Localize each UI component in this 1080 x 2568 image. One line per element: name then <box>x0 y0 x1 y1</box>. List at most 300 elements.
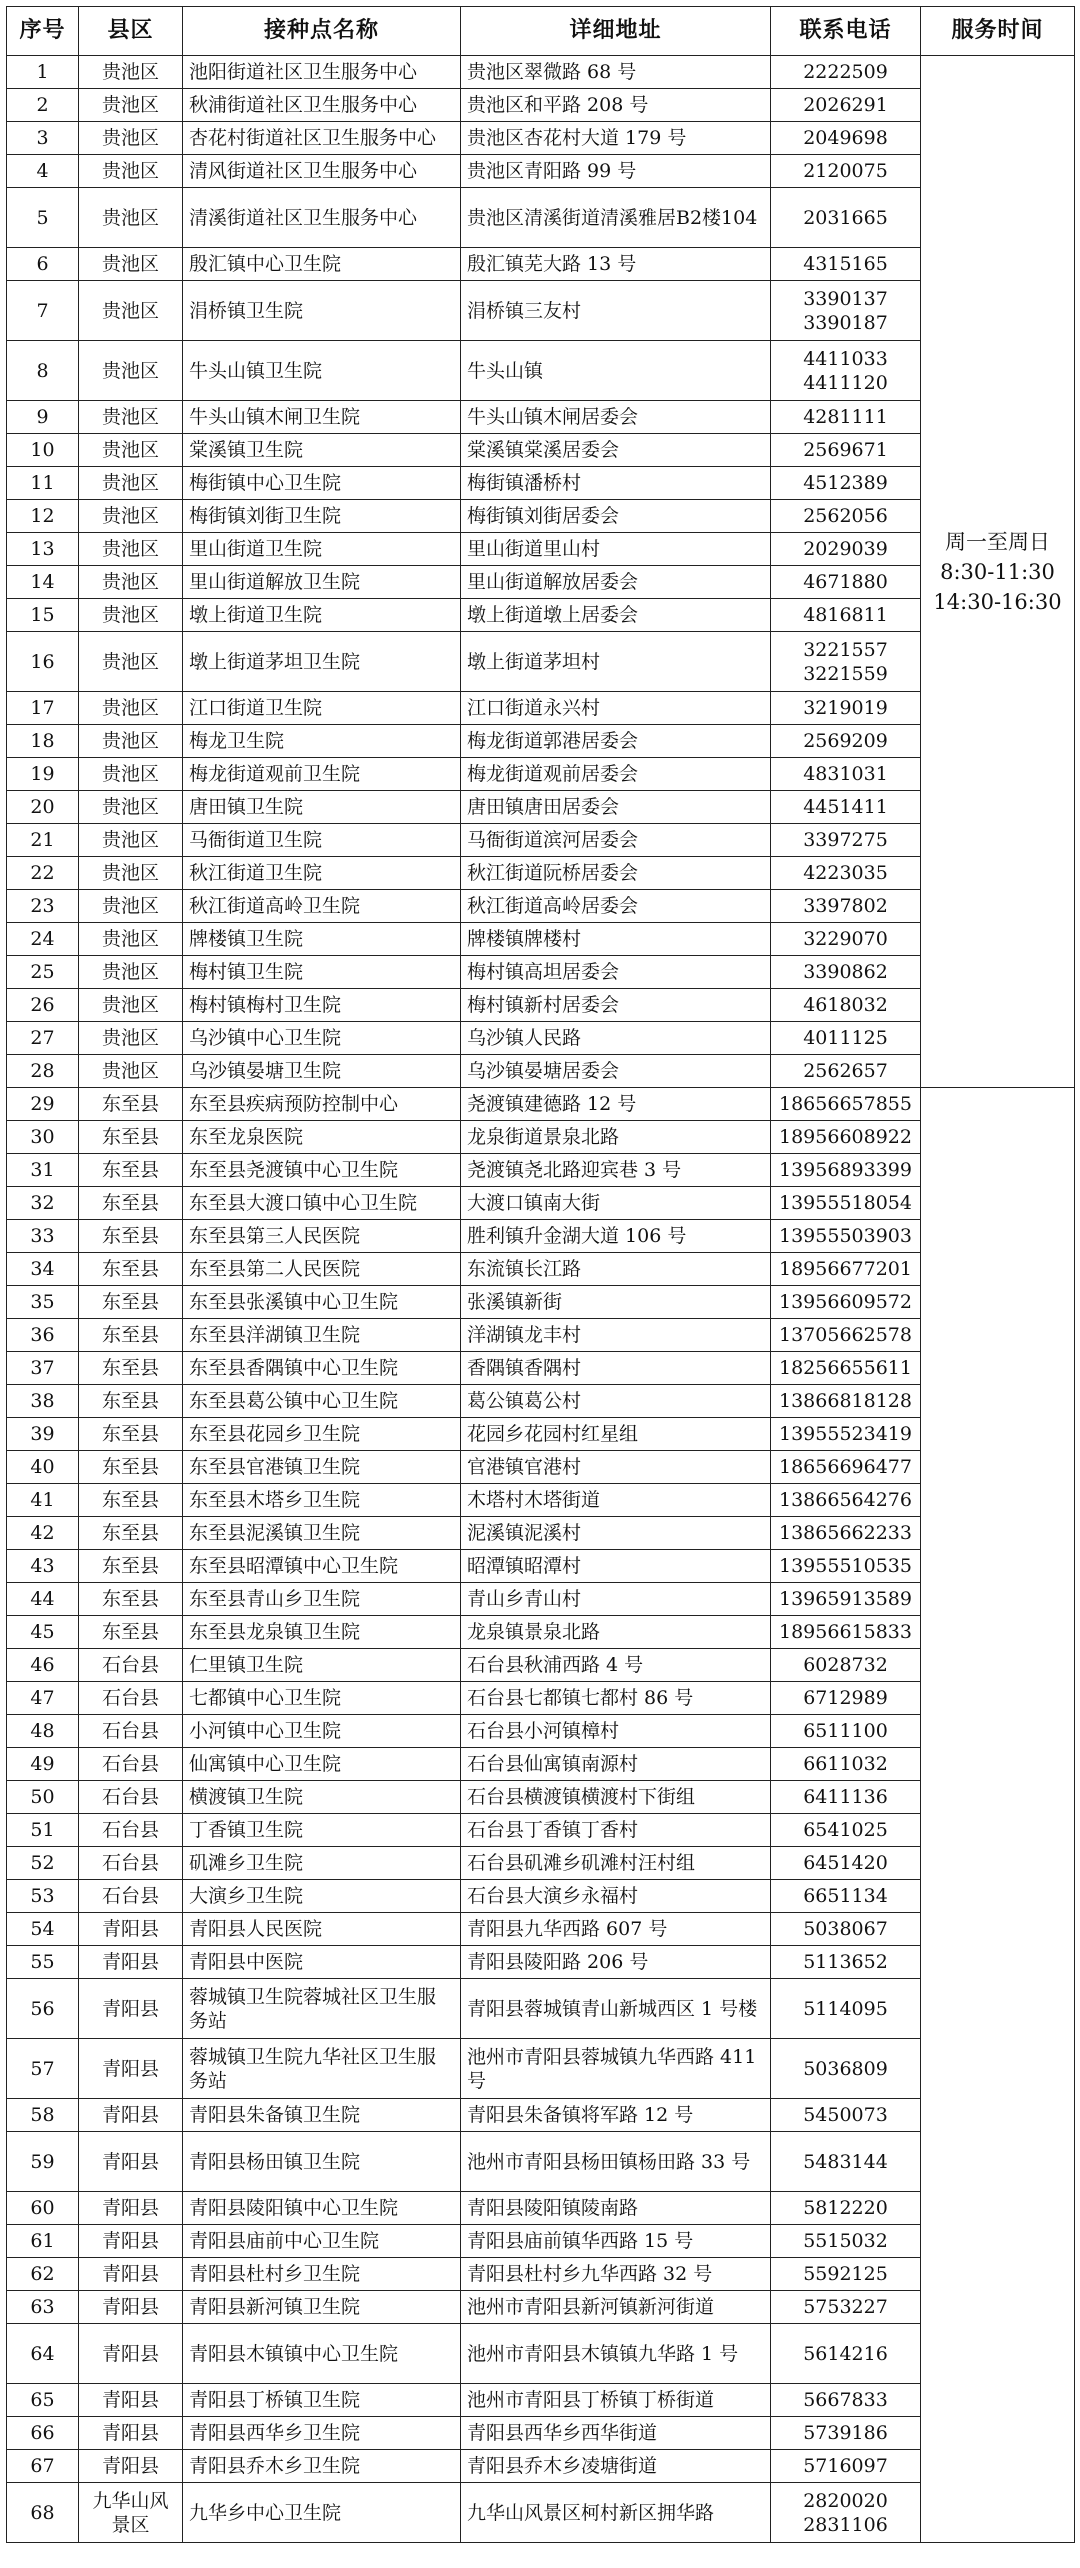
row-address: 马衙街道滨河居委会 <box>461 824 771 857</box>
phone-number: 4451411 <box>803 796 888 818</box>
row-county: 东至县 <box>79 1616 183 1649</box>
row-county: 贵池区 <box>79 599 183 632</box>
table-row <box>7 1055 1075 1088</box>
table-row <box>7 2483 1075 2543</box>
row-site-name: 东至县官港镇卫生院 <box>183 1451 461 1484</box>
row-phone <box>771 1979 921 2039</box>
row-site-name: 东至县张溪镇中心卫生院 <box>183 1286 461 1319</box>
row-number: 57 <box>7 2039 79 2099</box>
phone-number: 5614216 <box>803 2342 888 2365</box>
row-number: 2 <box>7 89 79 122</box>
phone-number: 2031665 <box>803 206 888 229</box>
row-site-name: 梅村镇梅村卫生院 <box>183 989 461 1022</box>
row-phone <box>771 1286 921 1319</box>
row-site-name: 梅村镇卫生院 <box>183 956 461 989</box>
row-phone <box>771 725 921 758</box>
row-site-name: 秋江街道高岭卫生院 <box>183 890 461 923</box>
row-address: 牛头山镇 <box>461 341 771 401</box>
row-address: 梅村镇新村居委会 <box>461 989 771 1022</box>
table-row <box>7 1781 1075 1814</box>
row-number: 52 <box>7 1847 79 1880</box>
row-number: 30 <box>7 1121 79 1154</box>
row-site-name: 东至县青山乡卫生院 <box>183 1583 461 1616</box>
table-row <box>7 632 1075 692</box>
table-row <box>7 1319 1075 1352</box>
row-address: 香隅镇香隅村 <box>461 1352 771 1385</box>
row-number: 47 <box>7 1682 79 1715</box>
phone-number: 3390187 <box>803 311 888 334</box>
row-county: 青阳县 <box>79 2417 183 2450</box>
row-number: 7 <box>7 281 79 341</box>
service-time-line: 周一至周日 <box>945 529 1050 554</box>
phone-number: 4011125 <box>803 1027 888 1049</box>
row-site-name: 江口街道卫生院 <box>183 692 461 725</box>
header-phone: 联系电话 <box>771 7 921 56</box>
row-address: 石台县小河镇樟村 <box>461 1715 771 1748</box>
row-address: 石台县仙寓镇南源村 <box>461 1748 771 1781</box>
row-address: 贵池区和平路 208 号 <box>461 89 771 122</box>
row-county: 青阳县 <box>79 2099 183 2132</box>
phone-number: 5592125 <box>803 2263 888 2285</box>
row-address: 昭潭镇昭潭村 <box>461 1550 771 1583</box>
row-address: 乌沙镇人民路 <box>461 1022 771 1055</box>
row-county: 东至县 <box>79 1319 183 1352</box>
row-county: 东至县 <box>79 1286 183 1319</box>
row-number: 5 <box>7 188 79 248</box>
phone-number: 18956677201 <box>779 1258 912 1280</box>
row-site-name: 青阳县乔木乡卫生院 <box>183 2450 461 2483</box>
table-row <box>7 1616 1075 1649</box>
row-phone <box>771 89 921 122</box>
row-county: 东至县 <box>79 1484 183 1517</box>
phone-number: 5483144 <box>803 2150 888 2173</box>
row-address: 池州市青阳县丁桥镇丁桥街道 <box>461 2384 771 2417</box>
row-site-name: 青阳县人民医院 <box>183 1913 461 1946</box>
row-phone <box>771 857 921 890</box>
row-number: 56 <box>7 1979 79 2039</box>
row-county: 青阳县 <box>79 1913 183 1946</box>
phone-number: 18256655611 <box>779 1357 912 1379</box>
phone-number: 6511100 <box>803 1720 888 1742</box>
row-county: 青阳县 <box>79 2132 183 2192</box>
row-county: 贵池区 <box>79 566 183 599</box>
row-county: 贵池区 <box>79 890 183 923</box>
row-county: 贵池区 <box>79 401 183 434</box>
phone-number: 3390862 <box>803 961 888 983</box>
table-body <box>7 56 1075 2543</box>
row-site-name: 东至县昭潭镇中心卫生院 <box>183 1550 461 1583</box>
row-phone <box>771 1253 921 1286</box>
row-address: 花园乡花园村红星组 <box>461 1418 771 1451</box>
row-number: 9 <box>7 401 79 434</box>
table-row <box>7 1715 1075 1748</box>
row-county: 东至县 <box>79 1253 183 1286</box>
row-number: 68 <box>7 2483 79 2543</box>
row-number: 44 <box>7 1583 79 1616</box>
phone-number: 5113652 <box>803 1951 888 1973</box>
row-county: 石台县 <box>79 1847 183 1880</box>
row-address: 青阳县陵阳镇陵南路 <box>461 2192 771 2225</box>
row-county: 贵池区 <box>79 467 183 500</box>
phone-number: 3229070 <box>803 928 888 950</box>
row-address: 青阳县朱备镇将军路 12 号 <box>461 2099 771 2132</box>
table-row <box>7 1286 1075 1319</box>
row-number: 46 <box>7 1649 79 1682</box>
row-address: 九华山风景区柯村新区拥华路 <box>461 2483 771 2543</box>
service-time-cell <box>921 56 1075 1088</box>
row-address: 官港镇官港村 <box>461 1451 771 1484</box>
table-row <box>7 791 1075 824</box>
row-phone <box>771 1946 921 1979</box>
phone-number: 3221559 <box>803 662 888 685</box>
row-number: 36 <box>7 1319 79 1352</box>
table-row <box>7 2132 1075 2192</box>
row-number: 25 <box>7 956 79 989</box>
phone-number: 3219019 <box>803 697 888 719</box>
table-row <box>7 1418 1075 1451</box>
row-number: 31 <box>7 1154 79 1187</box>
row-number: 38 <box>7 1385 79 1418</box>
row-site-name: 梅龙卫生院 <box>183 725 461 758</box>
row-address: 棠溪镇棠溪居委会 <box>461 434 771 467</box>
row-site-name: 青阳县中医院 <box>183 1946 461 1979</box>
row-address: 青阳县杜村乡九华西路 32 号 <box>461 2258 771 2291</box>
phone-number: 13955503903 <box>779 1225 912 1247</box>
row-county: 贵池区 <box>79 122 183 155</box>
row-number: 58 <box>7 2099 79 2132</box>
row-county: 东至县 <box>79 1220 183 1253</box>
row-site-name: 青阳县木镇镇中心卫生院 <box>183 2324 461 2384</box>
phone-number: 4671880 <box>803 571 888 593</box>
row-site-name: 马衙街道卫生院 <box>183 824 461 857</box>
row-site-name: 牌楼镇卫生院 <box>183 923 461 956</box>
row-phone <box>771 1748 921 1781</box>
table-row <box>7 155 1075 188</box>
phone-number: 13965913589 <box>779 1588 912 1610</box>
table-row <box>7 1550 1075 1583</box>
row-site-name: 东至县大渡口镇中心卫生院 <box>183 1187 461 1220</box>
table-row <box>7 2099 1075 2132</box>
row-address: 墩上街道茅坦村 <box>461 632 771 692</box>
table-row <box>7 989 1075 1022</box>
row-site-name: 蓉城镇卫生院蓉城社区卫生服务站 <box>183 1979 461 2039</box>
row-phone <box>771 2291 921 2324</box>
row-number: 26 <box>7 989 79 1022</box>
row-number: 53 <box>7 1880 79 1913</box>
table-row <box>7 758 1075 791</box>
row-number: 28 <box>7 1055 79 1088</box>
row-phone <box>771 1418 921 1451</box>
phone-number: 3390137 <box>803 287 888 310</box>
row-phone <box>771 2417 921 2450</box>
row-county: 石台县 <box>79 1781 183 1814</box>
row-phone <box>771 2132 921 2192</box>
row-phone <box>771 500 921 533</box>
row-county: 东至县 <box>79 1187 183 1220</box>
row-address: 贵池区清溪街道清溪雅居B2楼104 <box>461 188 771 248</box>
table-row <box>7 1814 1075 1847</box>
row-address: 东流镇长江路 <box>461 1253 771 1286</box>
phone-number: 13956609572 <box>779 1291 912 1313</box>
phone-number: 13865662233 <box>779 1522 912 1544</box>
row-address: 石台县矶滩乡矶滩村汪村组 <box>461 1847 771 1880</box>
row-phone <box>771 956 921 989</box>
row-site-name: 秋浦街道社区卫生服务中心 <box>183 89 461 122</box>
phone-number: 4223035 <box>803 862 888 884</box>
row-address: 江口街道永兴村 <box>461 692 771 725</box>
row-phone <box>771 122 921 155</box>
row-phone <box>771 1154 921 1187</box>
service-time-line: 14:30-16:30 <box>933 589 1062 614</box>
row-address: 梅街镇潘桥村 <box>461 467 771 500</box>
phone-number: 4816811 <box>803 604 888 626</box>
row-site-name: 秋江街道卫生院 <box>183 857 461 890</box>
row-number: 15 <box>7 599 79 632</box>
row-number: 48 <box>7 1715 79 1748</box>
phone-number: 3397802 <box>803 895 888 917</box>
row-phone <box>771 434 921 467</box>
table-row <box>7 1253 1075 1286</box>
row-phone <box>771 1385 921 1418</box>
phone-number: 13866564276 <box>779 1489 912 1511</box>
table-row <box>7 1913 1075 1946</box>
phone-number: 5114095 <box>803 1997 888 2020</box>
table-row <box>7 1583 1075 1616</box>
phone-number: 2820020 <box>803 2489 888 2512</box>
row-number: 4 <box>7 155 79 188</box>
row-address: 石台县七都镇七都村 86 号 <box>461 1682 771 1715</box>
phone-number: 5038067 <box>803 1918 888 1940</box>
table-row <box>7 2384 1075 2417</box>
row-address: 牛头山镇木闸居委会 <box>461 401 771 434</box>
table-row <box>7 692 1075 725</box>
phone-number: 13866818128 <box>779 1390 912 1412</box>
row-county: 贵池区 <box>79 500 183 533</box>
table-row <box>7 566 1075 599</box>
row-county: 青阳县 <box>79 1979 183 2039</box>
row-address: 里山街道里山村 <box>461 533 771 566</box>
row-number: 14 <box>7 566 79 599</box>
row-county: 石台县 <box>79 1748 183 1781</box>
row-phone <box>771 1781 921 1814</box>
row-address: 洋湖镇龙丰村 <box>461 1319 771 1352</box>
phone-number: 13705662578 <box>779 1324 912 1346</box>
row-address: 贵池区杏花村大道 179 号 <box>461 122 771 155</box>
table-row <box>7 401 1075 434</box>
phone-number: 4831031 <box>803 763 888 785</box>
row-site-name: 池阳街道社区卫生服务中心 <box>183 56 461 89</box>
phone-number: 4315165 <box>803 253 888 275</box>
row-site-name: 东至县葛公镇中心卫生院 <box>183 1385 461 1418</box>
phone-number: 2120075 <box>803 160 888 182</box>
phone-number: 13955510535 <box>779 1555 912 1577</box>
table-row <box>7 1946 1075 1979</box>
row-address: 涓桥镇三友村 <box>461 281 771 341</box>
row-site-name: 唐田镇卫生院 <box>183 791 461 824</box>
row-phone <box>771 791 921 824</box>
row-site-name: 东至龙泉医院 <box>183 1121 461 1154</box>
row-county: 贵池区 <box>79 989 183 1022</box>
table-row <box>7 1649 1075 1682</box>
row-number: 60 <box>7 2192 79 2225</box>
row-county: 东至县 <box>79 1550 183 1583</box>
table-row <box>7 188 1075 248</box>
table-row <box>7 1484 1075 1517</box>
row-address: 池州市青阳县新河镇新河街道 <box>461 2291 771 2324</box>
phone-number: 5753227 <box>803 2296 888 2318</box>
phone-number: 13955523419 <box>779 1423 912 1445</box>
row-phone <box>771 188 921 248</box>
phone-number: 18656657855 <box>779 1093 912 1115</box>
phone-number: 2049698 <box>803 127 888 149</box>
row-phone <box>771 281 921 341</box>
phone-number: 18956615833 <box>779 1621 912 1643</box>
row-number: 13 <box>7 533 79 566</box>
row-site-name: 东至县尧渡镇中心卫生院 <box>183 1154 461 1187</box>
row-phone <box>771 1715 921 1748</box>
row-phone <box>771 2099 921 2132</box>
row-address: 牌楼镇牌楼村 <box>461 923 771 956</box>
phone-number: 6028732 <box>803 1654 888 1676</box>
service-time-empty-cell <box>921 1088 1075 2543</box>
row-county: 贵池区 <box>79 758 183 791</box>
row-county: 东至县 <box>79 1451 183 1484</box>
row-site-name: 九华乡中心卫生院 <box>183 2483 461 2543</box>
row-address: 梅街镇刘街居委会 <box>461 500 771 533</box>
phone-number: 4512389 <box>803 472 888 494</box>
row-county: 贵池区 <box>79 188 183 248</box>
row-county: 贵池区 <box>79 824 183 857</box>
row-phone <box>771 1121 921 1154</box>
table-header-row <box>7 7 1075 56</box>
row-number: 55 <box>7 1946 79 1979</box>
row-phone <box>771 1847 921 1880</box>
row-county: 东至县 <box>79 1385 183 1418</box>
phone-number: 2562657 <box>803 1060 888 1082</box>
row-number: 63 <box>7 2291 79 2324</box>
row-county: 青阳县 <box>79 2324 183 2384</box>
row-address: 尧渡镇建德路 12 号 <box>461 1088 771 1121</box>
table-row <box>7 1880 1075 1913</box>
table-row <box>7 1847 1075 1880</box>
row-county: 青阳县 <box>79 2192 183 2225</box>
row-county: 青阳县 <box>79 2450 183 2483</box>
row-address: 泥溪镇泥溪村 <box>461 1517 771 1550</box>
header-no: 序号 <box>7 7 79 56</box>
row-address: 胜利镇升金湖大道 106 号 <box>461 1220 771 1253</box>
row-number: 39 <box>7 1418 79 1451</box>
row-site-name: 仙寓镇中心卫生院 <box>183 1748 461 1781</box>
row-number: 8 <box>7 341 79 401</box>
row-phone <box>771 1352 921 1385</box>
row-address: 乌沙镇晏塘居委会 <box>461 1055 771 1088</box>
row-site-name: 涓桥镇卫生院 <box>183 281 461 341</box>
row-phone <box>771 692 921 725</box>
row-number: 27 <box>7 1022 79 1055</box>
row-site-name: 清溪街道社区卫生服务中心 <box>183 188 461 248</box>
row-number: 59 <box>7 2132 79 2192</box>
row-county: 贵池区 <box>79 1055 183 1088</box>
row-phone <box>771 1022 921 1055</box>
table-row <box>7 1682 1075 1715</box>
row-address: 葛公镇葛公村 <box>461 1385 771 1418</box>
row-site-name: 乌沙镇中心卫生院 <box>183 1022 461 1055</box>
row-county: 东至县 <box>79 1418 183 1451</box>
table-row <box>7 824 1075 857</box>
phone-number: 4411033 <box>803 347 888 370</box>
row-number: 17 <box>7 692 79 725</box>
row-phone <box>771 467 921 500</box>
row-phone <box>771 566 921 599</box>
table-row <box>7 2258 1075 2291</box>
row-address: 唐田镇唐田居委会 <box>461 791 771 824</box>
row-site-name: 东至县洋湖镇卫生院 <box>183 1319 461 1352</box>
row-county: 贵池区 <box>79 857 183 890</box>
row-phone <box>771 155 921 188</box>
table-row <box>7 2324 1075 2384</box>
phone-number: 2026291 <box>803 94 888 116</box>
phone-number: 3397275 <box>803 829 888 851</box>
phone-number: 2029039 <box>803 538 888 560</box>
row-county: 东至县 <box>79 1154 183 1187</box>
row-site-name: 矶滩乡卫生院 <box>183 1847 461 1880</box>
table-row <box>7 923 1075 956</box>
row-number: 22 <box>7 857 79 890</box>
row-county: 东至县 <box>79 1517 183 1550</box>
vaccination-sites-table-container <box>6 6 1074 2543</box>
table-row <box>7 1121 1075 1154</box>
phone-number: 3221557 <box>803 638 888 661</box>
row-county: 石台县 <box>79 1715 183 1748</box>
phone-number: 6411136 <box>803 1786 888 1808</box>
phone-number: 5739186 <box>803 2422 888 2444</box>
row-phone <box>771 1088 921 1121</box>
row-county: 贵池区 <box>79 281 183 341</box>
row-site-name: 东至县泥溪镇卫生院 <box>183 1517 461 1550</box>
row-phone <box>771 1451 921 1484</box>
row-phone <box>771 1682 921 1715</box>
row-number: 40 <box>7 1451 79 1484</box>
phone-number: 5812220 <box>803 2197 888 2219</box>
row-site-name: 东至县花园乡卫生院 <box>183 1418 461 1451</box>
row-number: 65 <box>7 2384 79 2417</box>
phone-number: 6712989 <box>803 1687 888 1709</box>
phone-number: 6541025 <box>803 1819 888 1841</box>
table-row <box>7 500 1075 533</box>
phone-number: 5450073 <box>803 2104 888 2126</box>
row-phone <box>771 1220 921 1253</box>
row-number: 3 <box>7 122 79 155</box>
row-number: 10 <box>7 434 79 467</box>
row-phone <box>771 2483 921 2543</box>
phone-number: 4411120 <box>803 371 888 394</box>
table-row <box>7 890 1075 923</box>
row-phone <box>771 758 921 791</box>
row-county: 东至县 <box>79 1088 183 1121</box>
phone-number: 18656696477 <box>779 1456 912 1478</box>
table-row <box>7 1088 1075 1121</box>
row-phone <box>771 1583 921 1616</box>
row-number: 34 <box>7 1253 79 1286</box>
phone-number: 5667833 <box>803 2389 888 2411</box>
row-number: 49 <box>7 1748 79 1781</box>
table-row <box>7 281 1075 341</box>
row-site-name: 梅龙街道观前卫生院 <box>183 758 461 791</box>
row-address: 秋江街道阮桥居委会 <box>461 857 771 890</box>
row-number: 19 <box>7 758 79 791</box>
row-number: 62 <box>7 2258 79 2291</box>
row-site-name: 清风街道社区卫生服务中心 <box>183 155 461 188</box>
